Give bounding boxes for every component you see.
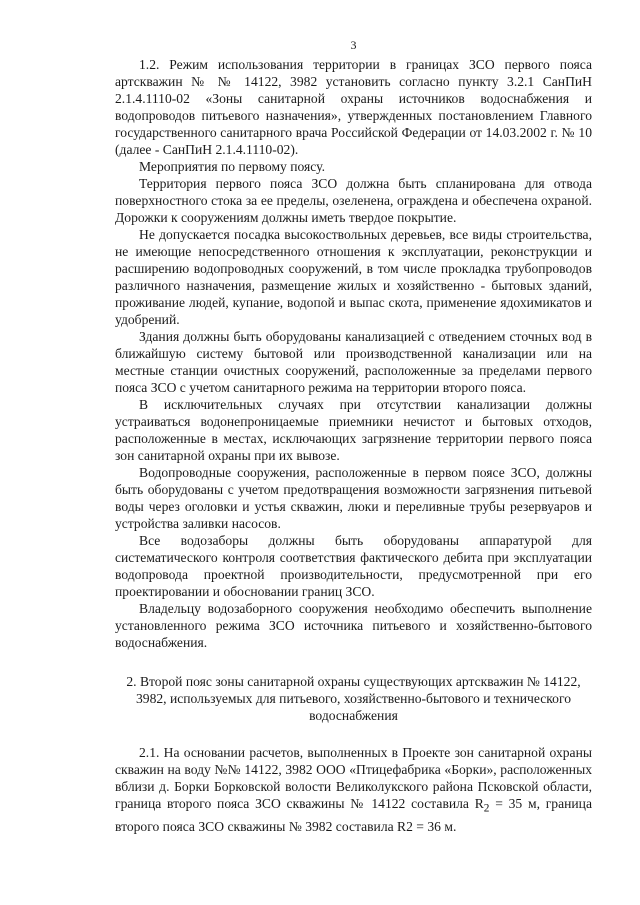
paragraph-2-1 [115,744,592,835]
paragraph-1-2: 1.2. Режим использования территории в границах ЗСО первого пояса артскважин № № 14122, 3982 установить согласно пункту 3.2.1 СанПиН 2.1.4.1110-02 «Зоны санитарной охраны источников водоснабжения и водопроводов питьевого назначения», утвержденных постановлением Главного государственного санитарного врача Российской Федерации от 14.03.2002 г. № 10 (далее - СанПиН 2.1.4.1110-02). [115,57,592,157]
paragraph-2-1-text: 2.1. На основании расчетов, выполненных в Проекте зон санитарной охраны скважин на воду №№ 14122, 3982 ООО «Птицефабрика «Борки», расположенных вблизи д. Борки Борковской волости Великолукского района Псковской области, граница второго пояса ЗСО скважины № 14122 составила R [115,745,592,811]
section-2-heading: 2. Второй пояс зоны санитарной охраны существующих артскважин № 14122, 3982, используемых для питьевого, хозяйственно-бытового и технического водоснабжения [126,674,581,723]
page-number: 3 [350,38,357,52]
paragraph-water-intakes: Все водозаборы должны быть оборудованы аппаратурой для систематического контроля соответствия фактического дебита при эксплуатации водопровода проектной производительности, предусмотренной при его проектировании и обосновании границ ЗСО. [115,533,592,599]
paragraph-water-structures: Водопроводные сооружения, расположенные в первом поясе ЗСО, должны быть оборудованы с учетом предотвращения возможности загрязнения питьевой воды через оголовки и устья скважин, люки и переливные трубы резервуаров и устройства заливки насосов. [115,465,592,531]
paragraph-exceptions: В исключительных случаях при отсутствии канализации должны устраиваться водонепроницаемые приемники нечистот и бытовых отходов, расположенные в местах, исключающих загрязнение территории первого пояса зон санитарной охраны при их вывозе. [115,397,592,463]
paragraph-owner: Владельцу водозаборного сооружения необходимо обеспечить выполнение установленного режима ЗСО источника питьевого и хозяйственно-бытового водоснабжения. [115,601,592,650]
paragraph-measures-heading: Мероприятия по первому поясу. [139,159,325,174]
paragraph-territory: Территория первого пояса ЗСО должна быть спланирована для отвода поверхностного стока за ее пределы, озеленена, ограждена и обеспечена охраной. Дорожки к сооружениям должны иметь твердое покрытие. [115,176,592,225]
paragraph-2-1-tail: = 35 м, граница второго пояса ЗСО скважины № 3982 составила R2 = 36 м. [115,796,592,834]
radius-subscript: 2 [483,802,490,815]
paragraph-buildings: Здания должны быть оборудованы канализацией с отведением сточных вод в ближайшую систему бытовой или производственной канализации или на местные станции очистных сооружений, расположенные за пределами первого пояса ЗСО с учетом санитарного режима на территории второго пояса. [115,329,592,395]
paragraph-prohibitions: Не допускается посадка высокоствольных деревьев, все виды строительства, не имеющие непосредственного отношения к эксплуатации, реконструкции и расширению водопроводных сооружений, в том числе прокладка трубопроводов различного назначения, размещение жилых и хозяйственно - бытовых зданий, проживание людей, купание, водопой и выпас скота, применение ядохимикатов и удобрений. [115,227,592,327]
